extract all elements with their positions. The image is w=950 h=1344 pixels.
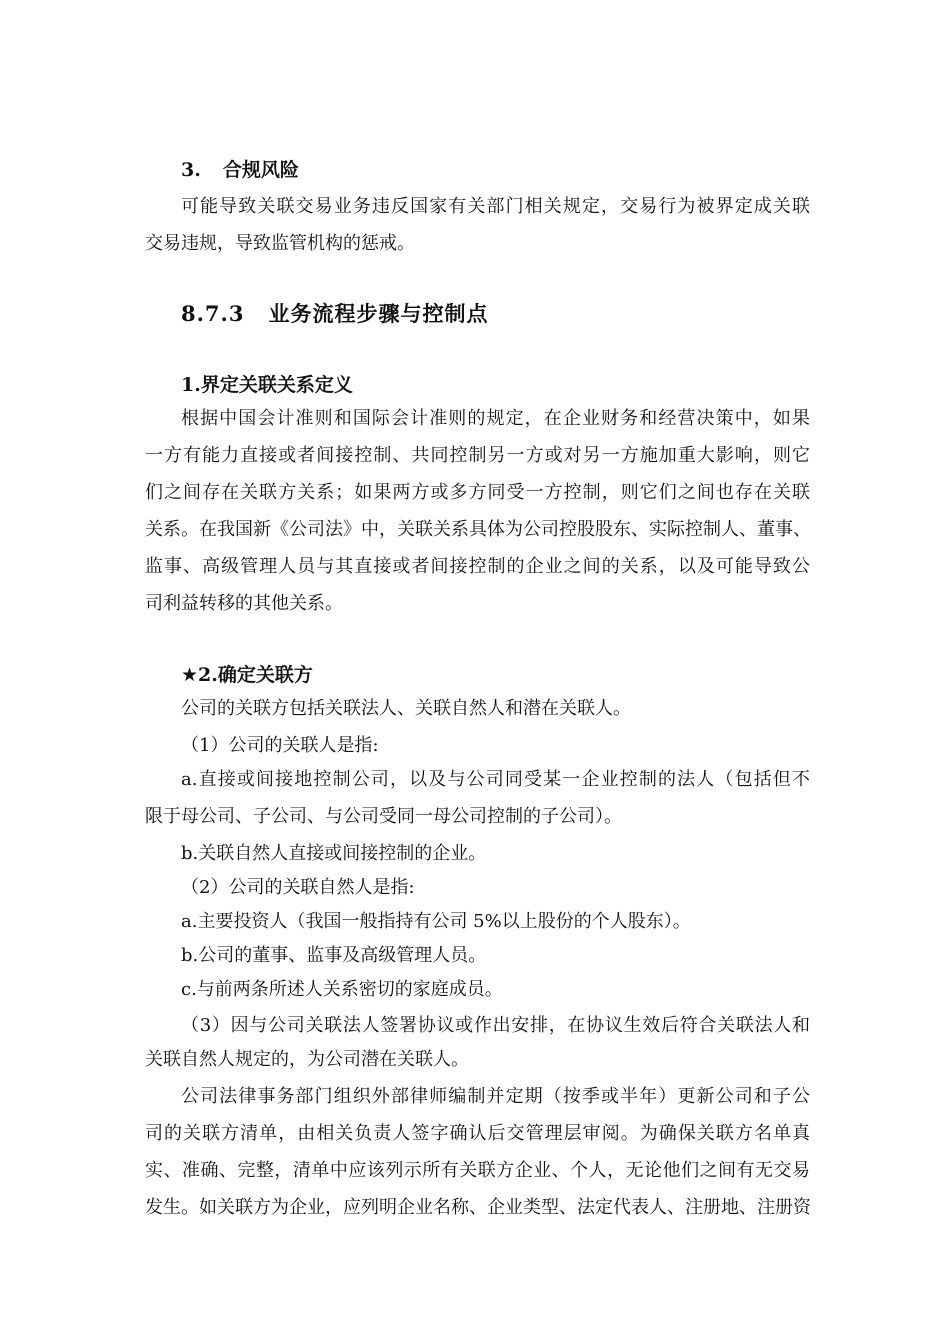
section-number: 3.	[181, 159, 201, 181]
list-item: b.公司的董事、监事及高级管理人员。	[181, 945, 487, 966]
step-heading-1: 1.界定关联关系定义	[181, 374, 353, 396]
chapter-heading	[181, 302, 846, 326]
paragraph-line: 根据中国会计准则和国际会计准则的规定，在企业财务和经营决策中，如果	[181, 408, 810, 429]
paragraph-line: 关系。在我国新《公司法》中，关联关系具体为公司控股股东、实际控制人、董事、	[145, 519, 811, 540]
list-item: 限于母公司、子公司、与公司受同一母公司控制的子公司）。	[145, 806, 622, 827]
paragraph-line: 公司法律事务部门组织外部律师编制并定期（按季或半年）更新公司和子公	[181, 1086, 810, 1107]
paragraph-line: 们之间存在关联方关系；如果两方或多方同受一方控制，则它们之间也存在关联	[145, 482, 810, 503]
paragraph-line: 交易违规，导致监管机构的惩戒。	[145, 233, 415, 254]
paragraph-line: 发生。如关联方为企业，应列明企业名称、企业类型、法定代表人、注册地、注册资	[145, 1197, 811, 1218]
heading-number: 8.7.3	[181, 301, 245, 326]
list-item: a.直接或间接地控制公司，以及与公司同受某一企业控制的法人（包括但不	[181, 769, 810, 790]
list-item: b.关联自然人直接或间接控制的企业。	[181, 843, 487, 864]
paragraph-line: 可能导致关联交易业务违反国家有关部门相关规定，交易行为被界定成关联	[181, 196, 810, 217]
list-heading: （2）公司的关联自然人是指:	[181, 877, 415, 898]
paragraph-line: 实、准确、完整，清单中应该列示所有关联方企业、个人，无论他们之间有无交易	[145, 1160, 810, 1181]
step-heading-2	[181, 663, 846, 687]
paragraph-line: 监事、高级管理人员与其直接或者间接控制的企业之间的关系，以及可能导致公	[145, 556, 810, 577]
heading-title: 业务流程步骤与控制点	[268, 301, 489, 326]
paragraph-line: 公司的关联方包括关联法人、关联自然人和潜在关联人。	[181, 698, 631, 719]
section-heading-3	[181, 158, 846, 182]
list-item: a.主要投资人（我国一般指持有公司 5%以上股份的个人股东）。	[181, 911, 691, 932]
paragraph-line: 司的关联方清单，由相关负责人签字确认后交管理层审阅。为确保关联方名单真	[145, 1123, 810, 1144]
list-heading: （1）公司的关联人是指:	[181, 735, 379, 756]
paragraph-line: 司利益转移的其他关系。	[145, 593, 343, 614]
list-item: c.与前两条所述人关系密切的家庭成员。	[181, 979, 503, 1000]
paragraph-line: 一方有能力直接或者间接控制、共同控制另一方或对另一方施加重大影响，则它	[145, 445, 810, 466]
section-title: 合规风险	[222, 159, 299, 181]
list-item: （3）因与公司关联法人签署协议或作出安排，在协议生效后符合关联法人和	[181, 1015, 810, 1036]
star-icon: ★	[181, 664, 199, 686]
step-title: 2.确定关联方	[198, 664, 313, 686]
list-item: 关联自然人规定的，为公司潜在关联人。	[145, 1049, 469, 1070]
